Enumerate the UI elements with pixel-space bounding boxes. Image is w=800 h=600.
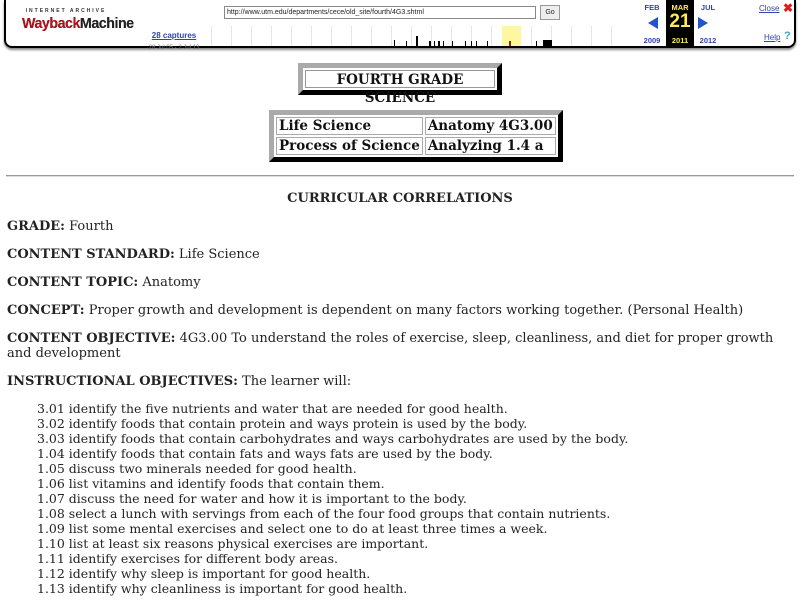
list-item: 1.08 select a lunch with servings from each of the four food groups that contain nutrients. bbox=[37, 506, 611, 521]
prev-month: FEB bbox=[644, 3, 660, 12]
table-row bbox=[276, 137, 556, 155]
wayback-logo[interactable] bbox=[22, 8, 134, 32]
page-title-box bbox=[298, 63, 502, 106]
concept-field bbox=[7, 303, 793, 318]
help-icon[interactable]: ? bbox=[784, 30, 791, 42]
content-standard-label: CONTENT STANDARD: bbox=[7, 247, 175, 262]
content-objective-field bbox=[7, 331, 793, 361]
list-item: 3.03 identify foods that contain carbohydrates and ways carbohydrates are used by the body. bbox=[37, 431, 629, 446]
grade-label: GRADE: bbox=[7, 219, 65, 234]
content-standard-field bbox=[7, 247, 793, 262]
captures-range: 28 Jul 05 - 2 Jul 13 bbox=[148, 45, 200, 51]
grade-field bbox=[7, 219, 793, 234]
logo-machine: Machine bbox=[79, 15, 134, 32]
close-icon[interactable]: ✖ bbox=[783, 1, 794, 15]
capture-sparkline[interactable] bbox=[211, 22, 636, 46]
concept-label: CONCEPT: bbox=[7, 303, 85, 318]
list-item: 1.10 list at least six reasons physical exercises are important. bbox=[37, 536, 429, 551]
table-cell: Anatomy 4G3.00 bbox=[425, 117, 556, 135]
next-capture[interactable] bbox=[694, 0, 722, 46]
current-year-highlight bbox=[502, 26, 521, 46]
logo-main-text bbox=[22, 15, 134, 32]
prev-year[interactable]: 2009 bbox=[643, 36, 661, 45]
section-heading: CURRICULAR CORRELATIONS bbox=[287, 191, 513, 206]
prev-arrow-icon[interactable] bbox=[648, 17, 658, 29]
list-item: 1.12 identify why sleep is important for good health. bbox=[37, 566, 371, 581]
instructional-objectives-field bbox=[7, 374, 793, 389]
captures-link[interactable]: 28 captures bbox=[151, 31, 197, 40]
instructional-objectives-label: INSTRUCTIONAL OBJECTIVES: bbox=[7, 374, 238, 389]
concept-value: Proper growth and development is dependent on many factors working together. (Personal Health) bbox=[88, 303, 744, 318]
content-standard-value: Life Science bbox=[178, 247, 260, 262]
next-year[interactable]: 2012 bbox=[699, 36, 717, 45]
list-item: 3.01 identify the five nutrients and water that are needed for good health. bbox=[37, 401, 508, 416]
grade-value: Fourth bbox=[69, 219, 114, 234]
content-topic-field bbox=[7, 275, 793, 290]
url-input[interactable]: http://www.utm.edu/departments/cece/old_site/fourth/4G3.shtml bbox=[224, 6, 536, 19]
current-month: MAR bbox=[671, 3, 689, 12]
objectives-list bbox=[37, 401, 628, 596]
close-link[interactable]: Close bbox=[759, 4, 780, 13]
content-topic-value: Anatomy bbox=[142, 275, 201, 290]
captures-block bbox=[144, 25, 204, 51]
divider bbox=[6, 175, 794, 177]
wayback-toolbar bbox=[4, 0, 796, 51]
table-cell: Life Science bbox=[276, 117, 423, 135]
table-cell: Analyzing 1.4 a bbox=[425, 137, 556, 155]
list-item: 1.06 list vitamins and identify foods that contain them. bbox=[37, 476, 385, 491]
list-item: 1.11 identify exercises for different body areas. bbox=[37, 551, 338, 566]
current-year: 2011 bbox=[671, 36, 689, 45]
help-link[interactable]: Help bbox=[764, 33, 781, 42]
list-item: 1.05 discuss two minerals needed for good health. bbox=[37, 461, 357, 476]
calendar-nav bbox=[638, 0, 738, 46]
content-objective-label: CONTENT OBJECTIVE: bbox=[7, 331, 176, 346]
page-title: FOURTH GRADE SCIENCE bbox=[305, 70, 495, 88]
go-button[interactable]: Go bbox=[540, 5, 560, 20]
content-objective-value: 4G3.00 To understand the roles of exercise, sleep, cleanliness, and diet for proper growth and development bbox=[7, 331, 774, 361]
content-topic-label: CONTENT TOPIC: bbox=[7, 275, 139, 290]
instructional-objectives-value: The learner will: bbox=[242, 374, 352, 389]
list-item: 1.07 discuss the need for water and how it is important to the body. bbox=[37, 491, 467, 506]
table-cell: Process of Science bbox=[276, 137, 423, 155]
logo-wayback: Wayback bbox=[22, 15, 80, 32]
next-month: JUL bbox=[700, 3, 716, 12]
table-row bbox=[276, 117, 556, 135]
classification-table bbox=[269, 110, 563, 162]
list-item: 3.02 identify foods that contain protein and ways protein is used by the body. bbox=[37, 416, 528, 431]
current-capture bbox=[666, 0, 694, 46]
list-item: 1.13 identify why cleanliness is important for good health. bbox=[37, 581, 408, 596]
list-item: 1.04 identify foods that contain fats and ways fats are used by the body. bbox=[37, 446, 493, 461]
logo-top-text: INTERNET ARCHIVE bbox=[25, 8, 107, 14]
list-item: 1.09 list some mental exercises and select one to do at least three times a week. bbox=[37, 521, 548, 536]
current-day: 21 bbox=[669, 11, 691, 32]
